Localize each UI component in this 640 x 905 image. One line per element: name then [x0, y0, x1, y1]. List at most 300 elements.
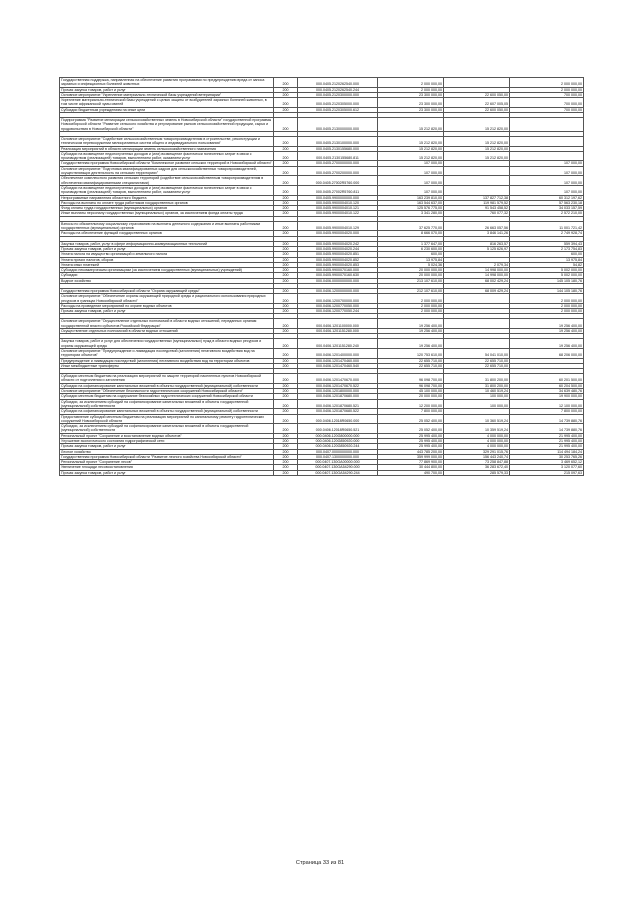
row-executed	[444, 339, 510, 349]
row-executed: 15 212 820,00	[444, 146, 510, 151]
row-budget-code: 000.0406.1201470460.540	[298, 363, 378, 368]
row-code: 200	[274, 439, 298, 444]
row-executed: 22 655 710,00	[444, 363, 510, 368]
row-budget-code: 000.0406.1201470670.522	[298, 383, 378, 388]
row-name: Субсидии, за исключением субсидий на софинансирование капитальных вложений в объекты государственной (муниципальной) собственности	[60, 399, 274, 409]
row-unexecuted: 60 312 197,62	[510, 195, 584, 200]
row-executed: 4 000 000,00	[444, 433, 510, 438]
table-row	[60, 136, 584, 146]
row-name: Основное мероприятие "Укрепление материально-технической базы учреждений ветеринарии"	[60, 92, 274, 97]
row-approved: 15 212 820,00	[378, 118, 444, 132]
row-budget-code: 000.0405.9900004020.242	[298, 241, 378, 246]
row-unexecuted	[510, 151, 584, 161]
row-approved: 1 377 647,00	[378, 241, 444, 246]
row-budget-code: 000.0406.0000000000.000	[298, 278, 378, 283]
row-executed: 119 981 579,52	[444, 200, 510, 205]
row-unexecuted: 14 739 880,76	[510, 414, 584, 424]
row-code: 200	[274, 273, 298, 278]
row-budget-code: 000.0405.2120305000.000	[298, 98, 378, 108]
row-approved: 120 753 610,00	[378, 348, 444, 358]
row-executed	[444, 176, 510, 186]
row-code: 200	[274, 206, 298, 211]
row-budget-code: 000.0406.1201151280.000	[298, 329, 378, 334]
row-name: Субсидии некоммерческим организациям (за исключением государственных (муниципальных) учреждений)	[60, 268, 274, 273]
row-executed: 100 000,00	[444, 394, 510, 399]
row-budget-code: 000.0405.2120262540.000	[298, 78, 378, 88]
row-budget-code: 000.0407.0000000000.000	[298, 449, 378, 454]
table-row	[60, 294, 584, 304]
row-approved: 25 052 400,00	[378, 414, 444, 424]
row-name: Иные межбюджетные трансферты	[60, 363, 274, 368]
row-budget-code: 000.0405.2130000000.000	[298, 118, 378, 132]
row-unexecuted: 19 256 400,00	[510, 339, 584, 349]
row-budget-code: 000.0406.120G850920.244	[298, 444, 378, 449]
table-row	[60, 424, 584, 434]
row-approved: 23 300 000,00	[378, 107, 444, 112]
row-code: 200	[274, 449, 298, 454]
row-code: 200	[274, 358, 298, 363]
row-code: 200	[274, 146, 298, 151]
row-code: 200	[274, 246, 298, 251]
row-budget-code: 000.0406.120G850920.000	[298, 439, 378, 444]
row-unexecuted: 7 800 000,00	[510, 409, 584, 414]
row-name: Прочая закупка товаров, работ и услуг	[60, 87, 274, 92]
row-approved: 163 239 810,00	[378, 195, 444, 200]
row-approved: 15 212 820,00	[378, 146, 444, 151]
row-executed	[444, 166, 510, 176]
row-approved: 23 300 000,00	[378, 98, 444, 108]
row-budget-code: 000.0405.9900004010.120	[298, 200, 378, 205]
row-code: 200	[274, 460, 298, 465]
row-name: Подпрограмма "Развитие мелиорации сельскохозяйственных земель в Новосибирской области" государственной программы Новосибирской области "Развитие сельского хозяйства и регулирование рынков сельскохозяйственной продукции, сырья и продовольствия в Новосибирской области"	[60, 118, 274, 132]
row-name: Прочая закупка товаров, работ и услуг	[60, 309, 274, 314]
row-budget-code: 000.0407.1300000000.000	[298, 454, 378, 459]
table-row	[60, 433, 584, 438]
row-budget-code: 000.0406.1200770050.244	[298, 309, 378, 314]
row-budget-code: 000.0406.1201870680.000	[298, 394, 378, 399]
row-budget-code: 000.0406.1201470670.000	[298, 374, 378, 384]
row-code: 200	[274, 309, 298, 314]
row-unexecuted: 107 000,00	[510, 161, 584, 166]
row-approved: 107 000,00	[378, 161, 444, 166]
row-name: Государственная программа Новосибирской области "Комплексное развитие сельских территорий в Новосибирской области"	[61, 161, 272, 166]
row-name: Государственная программа Новосибирской области "Развитие лесного хозяйства Новосибирской области"	[60, 454, 274, 459]
row-name: Закупка товаров, работ и услуг для обеспечения государственных (муниципальных) нужд в области водных ресурсов и охраны окружающей среды	[60, 339, 274, 349]
table-row	[60, 414, 584, 424]
table-row	[60, 78, 584, 88]
row-name: Фонд оплаты труда государственных (муниципальных) органов	[60, 206, 274, 211]
row-name: Государственная программа Новосибирской области "Охрана окружающей среды"	[60, 288, 274, 293]
row-name: Основное мероприятие "Обеспечение охраны окружающей природной среды и рационального использования природных ресурсов в границах Новосибирской области"	[60, 294, 274, 304]
row-budget-code: 000.0406.1200770050.000	[298, 303, 378, 308]
row-unexecuted: 5 002 000,00	[510, 268, 584, 273]
table-row	[60, 348, 584, 358]
row-executed: 816 263,57	[444, 241, 510, 246]
row-unexecuted: 14 739 880,76	[510, 424, 584, 434]
row-executed: 54 041 010,00	[444, 348, 510, 358]
table-row	[60, 176, 584, 186]
row-unexecuted: 54,82	[510, 262, 584, 267]
row-name: Государственная поддержка, направленная на обеспечение развития программами по предупреждению вреда от заноса заразных и инфекционных болезней животных	[60, 78, 274, 88]
row-approved: 45 100 000,00	[378, 389, 444, 394]
row-approved: 2 000 000,00	[378, 294, 444, 304]
table-row	[60, 107, 584, 112]
row-approved: 23 300 000,00	[378, 92, 444, 97]
row-name: Уплата иных платежей	[60, 262, 274, 267]
table-row	[60, 185, 584, 195]
row-name: Взносы по обязательному социальному страхованию на выплаты денежного содержания и иные выплаты работникам государственных (муниципальных) органов	[60, 221, 274, 231]
row-budget-code: 000.0405.2130155680.811	[298, 151, 378, 161]
row-code: 200	[274, 454, 298, 459]
row-budget-code: 000.0406.1201800000.000	[298, 389, 378, 394]
row-approved: 22 655 710,00	[378, 358, 444, 363]
row-code: 200	[274, 136, 298, 146]
table-row	[60, 439, 584, 444]
table-row	[60, 319, 584, 329]
row-approved: 359 999 000,00	[378, 454, 444, 459]
row-name: Обеспечение комплексного развития сельских территорий (содействие сельскохозяйственным товаропроизводителям в обеспечении квалифицированными специалистами)	[60, 176, 274, 186]
row-executed: 31 800 200,00	[444, 374, 510, 384]
row-unexecuted: 107 000,00	[510, 185, 584, 195]
row-approved: 8 666 070,00	[378, 231, 444, 236]
row-budget-code: 000.0405.2700200000.000	[298, 166, 378, 176]
row-unexecuted: 2 000 000,00	[510, 309, 584, 314]
row-executed	[444, 78, 510, 88]
row-unexecuted: 34 639 480,76	[510, 389, 584, 394]
row-approved: 19 256 400,00	[378, 329, 444, 334]
row-code: 200	[274, 268, 298, 273]
row-name: Региональный проект "Сохранение и восстановление водных объектов"	[60, 433, 274, 438]
row-approved: 19 256 400,00	[378, 339, 444, 349]
row-name: Субсидии на софинансирование капитальных вложений в объекты государственной (муниципальной) собственности	[60, 383, 274, 388]
row-executed: 100 000,00	[444, 399, 510, 409]
row-approved: 163 544 637,00	[378, 200, 444, 205]
row-code: 200	[274, 185, 298, 195]
row-budget-code: 000.0407.130GA00000.000	[298, 460, 378, 465]
table-row	[60, 151, 584, 161]
row-executed: 3 846 141,26	[444, 231, 510, 236]
row-unexecuted: 57 563 230,18	[510, 200, 584, 205]
table-row	[60, 399, 584, 409]
row-approved: 15 212 820,00	[378, 151, 444, 161]
row-budget-code: 000.0406.1201470460.000	[298, 358, 378, 363]
row-unexecuted: 19 256 400,00	[510, 329, 584, 334]
row-budget-code: 000.0405.2130155680.000	[298, 146, 378, 151]
row-name: Субсидии местным бюджетам на реализацию мероприятий по защите территорий населенных пунктов Новосибирской области от подтопления и затопления	[60, 374, 274, 384]
row-budget-code: 000.0406.120G800000.000	[298, 433, 378, 438]
table-row	[60, 92, 584, 97]
row-code: 200	[274, 444, 298, 449]
row-name: Закупка товаров, работ, услуг в сфере информационно-коммуникационных технологий	[60, 241, 274, 246]
row-code: 200	[274, 257, 298, 262]
row-unexecuted: 700 000,00	[510, 98, 584, 108]
row-name: Региональный проект "Сохранение лесов"	[60, 460, 274, 465]
budget-report-body	[60, 78, 584, 476]
table-row	[60, 339, 584, 349]
row-name: Субсидии на софинансирование капитальных вложений в объекты государственной (муниципальной) собственности	[60, 409, 274, 414]
row-budget-code: 000.0406.12018R0650.521	[298, 424, 378, 434]
row-executed: 10 460 519,24	[444, 389, 510, 394]
table-row	[60, 383, 584, 388]
row-code: 200	[274, 288, 298, 293]
row-approved: 107 000,00	[378, 166, 444, 176]
row-code: 200	[274, 221, 298, 231]
row-unexecuted: 2 000 000,00	[510, 87, 584, 92]
row-approved: 96 098 700,00	[378, 374, 444, 384]
table-row	[60, 166, 584, 176]
row-code: 200	[274, 211, 298, 216]
row-budget-code: 000.0407.130GA54290.000	[298, 465, 378, 470]
row-unexecuted: 2 173 754,83	[510, 246, 584, 251]
row-unexecuted: 30 253 765,26	[510, 454, 584, 459]
row-code: 200	[274, 363, 298, 368]
row-name: Основное мероприятие "Предупреждение и ликвидация последствий (затопления) негативного воздействия вод на территории объектов"	[60, 348, 274, 358]
row-executed: 4 000 000,00	[444, 439, 510, 444]
row-approved: 600,00	[378, 252, 444, 257]
row-unexecuted: 559 394,43	[510, 241, 584, 246]
row-executed: 31 800 200,00	[444, 383, 510, 388]
row-unexecuted: 19 900 000,00	[510, 394, 584, 399]
table-row	[60, 200, 584, 205]
row-approved: 107 000,00	[378, 176, 444, 186]
table-row	[60, 358, 584, 363]
row-unexecuted: 60 204 500,00	[510, 383, 584, 388]
row-code: 200	[274, 98, 298, 108]
table-row	[60, 374, 584, 384]
row-unexecuted: 68 206 000,00	[510, 348, 584, 358]
row-unexecuted: 107 000,00	[510, 166, 584, 176]
row-name: Водное хозяйство	[60, 278, 274, 283]
row-executed: 4 000 000,00	[444, 444, 510, 449]
row-code: 200	[274, 383, 298, 388]
row-code: 200	[274, 241, 298, 246]
row-approved: 77 869 900,00	[378, 460, 444, 465]
row-name: Расходы на проведение мероприятий по охране водных объектов	[60, 303, 274, 308]
row-code: 200	[274, 118, 298, 132]
row-approved: 3 341 280,00	[378, 211, 444, 216]
row-unexecuted: 21 995 400,00	[510, 444, 584, 449]
row-code: 200	[274, 166, 298, 176]
row-code: 200	[274, 200, 298, 205]
row-approved: 490 700,00	[378, 470, 444, 475]
row-unexecuted: 2 572 210,00	[510, 211, 584, 216]
row-executed: 73 258 847,88	[444, 460, 510, 465]
row-budget-code: 000.0405.9900004010.129	[298, 221, 378, 231]
row-budget-code: 000.0406.1201151280.240	[298, 339, 378, 349]
row-budget-code: 000.0406.1201100000.000	[298, 319, 378, 329]
row-executed: 14 998 000,00	[444, 268, 510, 273]
table-row	[60, 206, 584, 211]
row-code: 200	[274, 433, 298, 438]
row-budget-code: 000.0405.9900000000.000	[298, 195, 378, 200]
row-name: Основное мероприятие "Обеспечение безопасности гидротехнических сооружений Новосибирской области"	[60, 389, 274, 394]
table-row	[60, 389, 584, 394]
row-approved: 12 200 000,00	[378, 399, 444, 409]
row-code: 200	[274, 151, 298, 161]
row-executed	[444, 294, 510, 304]
row-budget-code: 000.0405.2700000000.000	[298, 161, 378, 166]
row-name: Расходы на выплаты по оплате труда работников государственных органов	[60, 200, 274, 205]
row-approved: 15 212 820,00	[378, 136, 444, 146]
row-unexecuted: 2 000 000,00	[510, 294, 584, 304]
row-name: Реализация мероприятий в области мелиорации земель сельскохозяйственного назначения	[60, 146, 274, 151]
row-code: 200	[274, 414, 298, 424]
row-approved: 25 995 400,00	[378, 439, 444, 444]
row-code: 200	[274, 78, 298, 88]
row-executed: 15 212 820,00	[444, 118, 510, 132]
row-budget-code: 000.0405.9900004020.000	[298, 231, 378, 236]
row-executed: 68 002 429,24	[444, 278, 510, 283]
row-executed: 10 360 519,24	[444, 414, 510, 424]
table-row	[60, 146, 584, 151]
row-name: Субсидии на возмещение недополученных доходов и (или) возмещение фактически понесенных затрат в связи с производством (реализацией) товаров, выполнением работ, оказанием услуг	[60, 185, 274, 195]
row-executed: 5 125 626,97	[444, 246, 510, 251]
row-unexecuted: 11 001 721,42	[510, 221, 584, 231]
row-code: 200	[274, 394, 298, 399]
row-name: Субсидии бюджетным учреждениям на иные цели	[60, 107, 274, 112]
row-name: Лесное хозяйство	[60, 449, 274, 454]
row-unexecuted: 215 097,63	[510, 470, 584, 475]
table-row	[60, 454, 584, 459]
row-approved: 37 625 770,00	[378, 221, 444, 231]
row-budget-code: 000.0405.2130100000.000	[298, 136, 378, 146]
row-name: Предупреждение и ликвидация последствий (затопления) негативного воздействия вод на территории объектов	[60, 358, 274, 363]
row-unexecuted: 2 000 000,00	[510, 78, 584, 88]
row-code: 200	[274, 262, 298, 267]
row-approved: 20 000 000,00	[378, 273, 444, 278]
row-executed: 2 079,34	[444, 262, 510, 267]
row-budget-code: 000.0405.9900070160.000	[298, 268, 378, 273]
row-unexecuted: 21 995 400,00	[510, 433, 584, 438]
row-executed: 15 212 820,00	[444, 151, 510, 161]
table-row	[60, 394, 584, 399]
row-unexecuted	[510, 136, 584, 146]
row-executed: 22 600 050,00	[444, 92, 510, 97]
row-budget-code: 000.0405.9900070160.630	[298, 273, 378, 278]
table-row	[60, 211, 584, 216]
budget-report-table	[59, 77, 584, 476]
row-code: 200	[274, 161, 298, 166]
table-row	[60, 221, 584, 231]
row-approved: 20 000 000,00	[378, 394, 444, 399]
row-approved: 213 107 610,00	[378, 278, 444, 283]
row-code: 200	[274, 176, 298, 186]
row-executed: 22 600 050,00	[444, 107, 510, 112]
row-code: 200	[274, 195, 298, 200]
row-unexecuted: 34 033 157,59	[510, 206, 584, 211]
row-approved: 25 995 400,00	[378, 444, 444, 449]
row-unexecuted: 13 975,84	[510, 257, 584, 262]
row-name: Прочая закупка товаров, работ и услуг	[60, 444, 274, 449]
row-code: 200	[274, 374, 298, 384]
row-code: 200	[274, 470, 298, 475]
row-unexecuted: 2 749 928,74	[510, 231, 584, 236]
table-row	[60, 288, 584, 293]
row-budget-code: 000.0405.27002R5760.000	[298, 176, 378, 186]
row-budget-code: 000.0405.9900004020.853	[298, 262, 378, 267]
table-row	[60, 98, 584, 108]
row-code: 200	[274, 252, 298, 257]
row-executed: 15 212 820,00	[444, 136, 510, 146]
row-name: Расходы на обеспечение функций государственных органов	[60, 231, 274, 236]
row-code: 200	[274, 87, 298, 92]
row-executed: 22 607 005,05	[444, 98, 510, 108]
row-name: Основное мероприятие "Подготовка квалифицированных кадров для сельскохозяйственных товаропроизводителей, осуществляющих деятельность на сельских территориях"	[60, 166, 274, 176]
row-approved: 96 098 700,00	[378, 383, 444, 388]
row-budget-code: 000.0406.1201400000.000	[298, 348, 378, 358]
row-budget-code: 000.0405.2120262540.244	[298, 87, 378, 92]
row-budget-code: 000.0407.130GA54290.244	[298, 470, 378, 475]
row-unexecuted: 114 494 184,24	[510, 449, 584, 454]
row-code: 200	[274, 329, 298, 334]
row-executed: 14 998 000,00	[444, 273, 510, 278]
row-name: Непрограммные направления областного бюджета	[60, 195, 274, 200]
row-approved: 2 000 000,00	[378, 78, 444, 88]
row-unexecuted: 700 000,00	[510, 92, 584, 97]
row-code: 200	[274, 465, 298, 470]
row-name: Уплата налога на имущество организаций и земельного налога	[60, 252, 274, 257]
row-approved: 125 576 775,00	[378, 206, 444, 211]
row-budget-code: 000.0405.2120305000.612	[298, 107, 378, 112]
row-executed: 10 359 519,24	[444, 424, 510, 434]
row-unexecuted: 19 256 400,00	[510, 319, 584, 329]
row-executed: 22 655 710,00	[444, 358, 510, 363]
row-name: Иные выплаты персоналу государственных (муниципальных) органов, за исключением фонда оплаты труда	[60, 211, 274, 216]
row-executed: 36 283 672,40	[444, 465, 510, 470]
row-code: 200	[274, 389, 298, 394]
row-approved: 20 000 000,00	[378, 268, 444, 273]
row-name: Субсидии на возмещение недополученных доходов и (или) возмещение фактически понесенных затрат в связи с производством (реализацией) товаров, выполнением работ, оказанием услуг	[60, 151, 274, 161]
row-unexecuted: 2 000 000,00	[510, 303, 584, 308]
table-row	[60, 231, 584, 236]
row-code: 200	[274, 92, 298, 97]
table-row	[60, 195, 584, 200]
row-code: 200	[274, 409, 298, 414]
row-approved: 443 785 200,00	[378, 449, 444, 454]
row-approved: 2 000 000,00	[378, 309, 444, 314]
row-budget-code: 000.0405.9900004010.121	[298, 206, 378, 211]
row-code: 200	[274, 424, 298, 434]
row-approved: 2 000 000,00	[378, 87, 444, 92]
page-number: Страница 33 из 81	[295, 860, 345, 866]
row-name: Субсидии местным бюджетам на содержание безхозяйных гидротехнических сооружений Новосибирской области	[60, 394, 274, 399]
row-executed: 68 009 429,24	[444, 288, 510, 293]
row-budget-code: 000.0405.27002R5760.811	[298, 185, 378, 195]
row-approved: 6 230 600,00	[378, 246, 444, 251]
row-budget-code: 000.0405.9900004020.851	[298, 252, 378, 257]
row-code: 200	[274, 348, 298, 358]
row-approved: 7 800 000,00	[378, 409, 444, 414]
row-budget-code: 000.0406.1201870680.522	[298, 409, 378, 414]
row-code: 200	[274, 278, 298, 283]
row-budget-code: 000.0405.2120300000.000	[298, 92, 378, 97]
row-name: Укрепление материально-технической базы учреждений с целью защиты от возбудителей заразных болезней животных, в том числе африканской чумы свиней	[60, 98, 274, 108]
row-name: Прочая закупка товаров, работ и услуг	[60, 246, 274, 251]
row-code: 200	[274, 294, 298, 304]
row-name: Увеличение площади лесовосстановления	[60, 465, 274, 470]
table-row	[60, 470, 584, 475]
row-budget-code: 000.0405.9900004020.244	[298, 246, 378, 251]
row-executed	[444, 319, 510, 329]
row-unexecuted: 5 002 000,00	[510, 273, 584, 278]
row-budget-code: 000.0406.1201870680.521	[298, 399, 378, 409]
row-executed	[444, 185, 510, 195]
row-name: Предоставление субсидий местным бюджетам на реализацию мероприятий по капитальному ремонту гидротехнических сооружений Новосибирской области	[60, 414, 274, 424]
row-approved: 13 975,84	[378, 257, 444, 262]
row-executed: 26 663 057,56	[444, 221, 510, 231]
table-row	[60, 241, 584, 246]
row-name: Субсидии	[60, 273, 274, 278]
